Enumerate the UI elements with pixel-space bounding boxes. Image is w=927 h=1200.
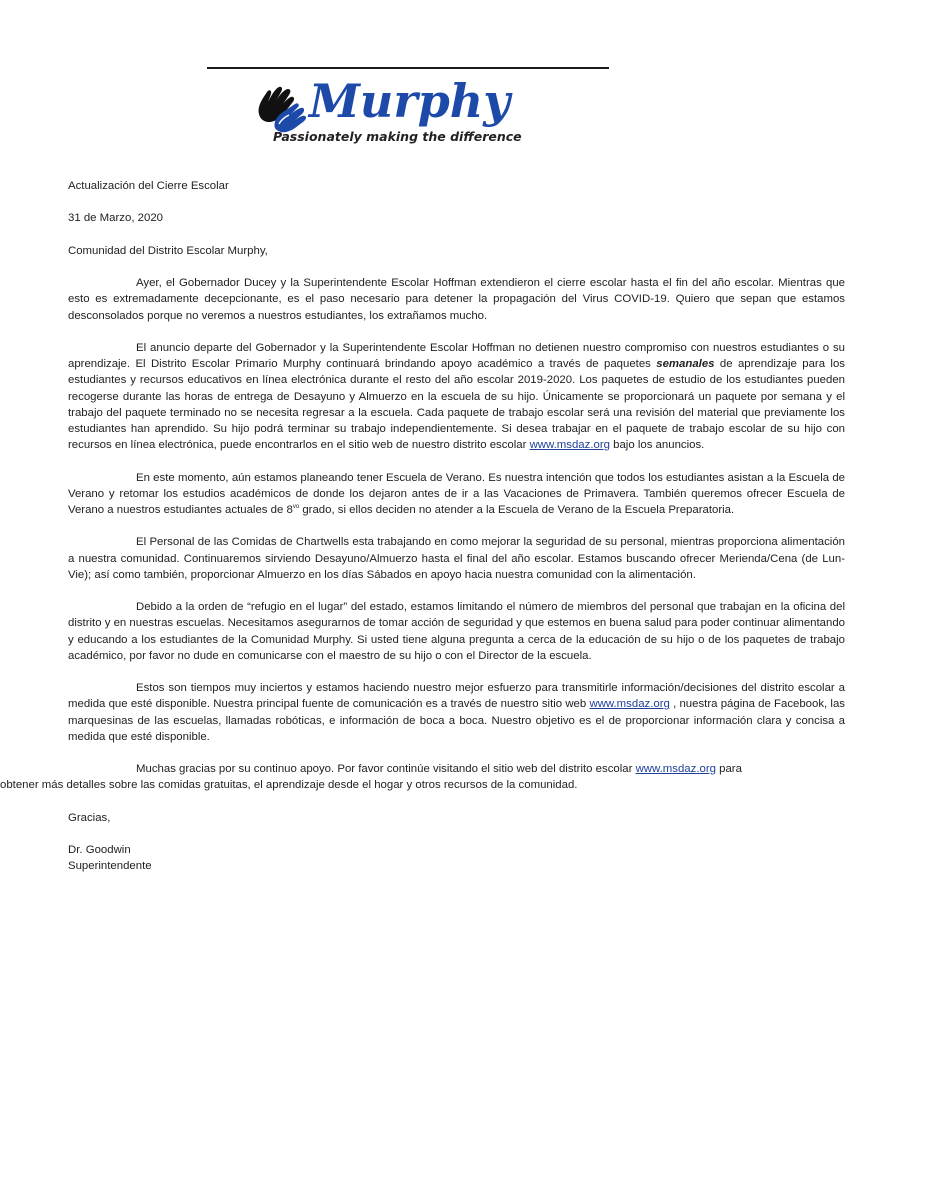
district-website-link[interactable]: www.msdaz.org xyxy=(635,763,716,776)
paragraph-communication xyxy=(68,680,845,745)
letter-closing: Gracias, xyxy=(68,811,111,824)
district-logo xyxy=(255,74,555,150)
letter-date: 31 de Marzo, 2020 xyxy=(68,212,163,225)
paragraph-text: En este momento, aún estamos planeando tener Escuela de Verano. Es nuestra intención que todos los estudiantes asistan a la Escuela de Verano y retomar los estudios académicos de donde los dejaron antes de ir a las Vacaciones de Primavera. También queremos ofrecer Escuela de Verano a nuestros estudiantes actuales de 8 xyxy=(68,471,845,516)
paragraph-text: bajo los anuncios. xyxy=(609,439,705,452)
brand-name: Murphy xyxy=(309,74,510,128)
paragraph-text: grado, si ellos deciden no atender a la Escuela de Verano de la Escuela Preparatoria. xyxy=(299,503,735,516)
paragraph-text: de aprendizaje para los estudiantes y recursos educativos en línea electrónica durante el resto del año escolar 2019-2020. Los paquetes de estudio de los estudiantes pueden recogerse durante las horas de entrega de Desayuno y Almuerzo en la escuela de su hijo. Únicamente se proporcionará un paquete por semana y el trabajo del paquete terminado no se necesita regresar a la escuela. Cada paquete de trabajo escolar será una revisión del material que previamente los estudiantes han aprendido. Su hijo podrá terminar su trabajo independientemente. Si desea trabajar en el paquete de trabajo escolar de su hijo con recursos en línea electrónica, puede encontrarlos en el sitio web de nuestro distrito escolar xyxy=(68,358,845,452)
brand-tagline: Passionately making the difference xyxy=(273,129,522,144)
paragraph-text: El anuncio departe del Gobernador y la Superintendente Escolar Hoffman no detienen nuestro compromiso con nuestros estudiantes o su aprendizaje. El Distrito Escolar Primario Murphy continuará brindando apoyo académico a través de paquetes xyxy=(68,341,845,371)
header-rule xyxy=(207,67,609,69)
letter-greeting: Comunidad del Distrito Escolar Murphy, xyxy=(68,244,268,257)
signer-title: Superintendente xyxy=(68,860,152,873)
paragraph-closure: Ayer, el Gobernador Ducey y la Superintendente Escolar Hoffman extendieron el cierre escolar hasta el fin del año escolar. Mientras que esto es extremadamente decepcionante, es el paso necesario para detener la propagación del Virus COVID-19. Quiero que sepan que estamos desconsolados porque no veremos a nuestros estudiantes, los extrañamos mucho. xyxy=(68,277,845,322)
paragraph-meals: El Personal de las Comidas de Chartwells esta trabajando en como mejorar la seguridad de su personal, mientras proporciona alimentación a nuestra comunidad. Continuaremos sirviendo Desayuno/Almuerzo hasta el final del año escolar. Estamos buscando ofrecer Merienda/Cena (de Lun-Vie); así como también, proporcionar Almuerzo en los días Sábados en apoyo hacia nuestra comunidad con la alimentación. xyxy=(68,536,845,581)
paragraph-packets xyxy=(68,340,845,453)
paragraph-staffing: Debido a la orden de “refugio en el lugar” del estado, estamos limitando el número de miembros del personal que trabajan en la oficina del distrito y en nuestras escuelas. Necesitamos asegurarnos de tomar acción de seguridad y que estemos en buena salud para poder continuar alimentando y educando a los estudiantes de la Comunidad Murphy. Si usted tiene alguna pregunta a cerca de la educación de su hijo o de los paquetes de trabajo académico, por favor no dude en comunicarse con el maestro de su hijo o con el Director de la escuela. xyxy=(68,601,845,662)
paragraph-thanks xyxy=(0,761,845,793)
paragraph-text: Estos son tiempos muy inciertos y estamos haciendo nuestro mejor esfuerzo para transmitirle información/decisiones del distrito escolar a medida que esté disponible. Nuestra principal fuente de comunicación es a través de nuestro sitio web xyxy=(68,682,845,711)
paragraph-text: para xyxy=(715,763,742,776)
letter-subject: Actualización del Cierre Escolar xyxy=(68,180,229,192)
grade-superscript: vo xyxy=(292,504,300,511)
paragraph-text: , nuestra página de Facebook, las marquesinas de las escuelas, llamadas robóticas, e información de boca a boca. Nuestro objetivo es el de proporcionar información clara y concisa a medida que esté disponible. xyxy=(68,698,845,743)
paragraph-text-continued: obtener más detalles sobre las comidas gratuitas, el aprendizaje desde el hogar y otros recursos de la comunidad. xyxy=(0,779,578,792)
hands-icon xyxy=(255,84,313,134)
district-website-link[interactable]: www.msdaz.org xyxy=(589,698,670,711)
weekly-emphasis: semanales xyxy=(656,358,715,371)
paragraph-summer-school xyxy=(68,470,845,519)
district-website-link[interactable]: www.msdaz.org xyxy=(529,439,610,452)
signer-name: Dr. Goodwin xyxy=(68,844,131,857)
letter-body xyxy=(0,178,845,875)
paragraph-text: Muchas gracias por su continuo apoyo. Por favor continúe visitando el sitio web del distrito escolar xyxy=(136,763,636,776)
